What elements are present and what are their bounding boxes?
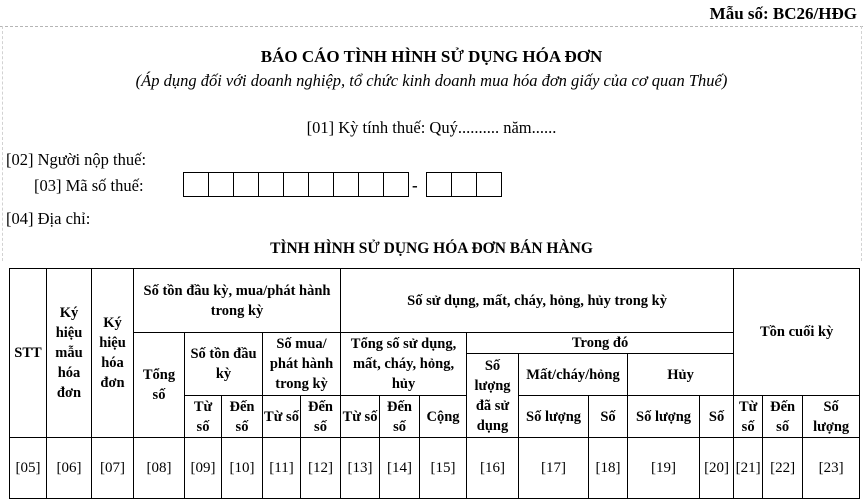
- col-cancelled-qty: Số lượng: [628, 396, 700, 438]
- tax-code-boxes[interactable]: [183, 172, 409, 197]
- col-closing-from: Từ số: [734, 396, 763, 438]
- col-opening-to: Đến số: [222, 396, 263, 438]
- tax-code-digit-box[interactable]: [333, 172, 358, 197]
- col-total-count: Tổng số: [134, 333, 185, 438]
- address-field[interactable]: [04] Địa chỉ:: [6, 209, 91, 228]
- column-code: [21]: [734, 438, 763, 499]
- col-used-to: Đến số: [380, 396, 420, 438]
- column-code: [13]: [341, 438, 380, 499]
- report-title: BÁO CÁO TÌNH HÌNH SỬ DỤNG HÓA ĐƠN: [260, 47, 603, 66]
- tax-code-digit-box[interactable]: [308, 172, 333, 197]
- column-code: [11]: [263, 438, 301, 499]
- column-code: [10]: [222, 438, 263, 499]
- form-code: Mẫu số: BC26/HĐG: [709, 4, 857, 23]
- tax-code-digit-box[interactable]: [383, 172, 409, 197]
- column-code: [19]: [628, 438, 700, 499]
- report-subtitle: (Áp dụng đối với doanh nghiệp, tổ chức kinh doanh mua hóa đơn giấy của cơ quan Thuế): [135, 71, 728, 90]
- tax-code-digit-box[interactable]: [426, 172, 451, 197]
- col-group-used: Số sử dụng, mất, cháy, hỏng, hủy trong kỳ: [341, 269, 734, 333]
- col-cancelled: Hủy: [628, 354, 734, 396]
- col-of-which: Trong đó: [467, 333, 734, 354]
- tax-code-branch-boxes[interactable]: [426, 172, 502, 197]
- column-code: [14]: [380, 438, 420, 499]
- col-cancelled-number: Số: [700, 396, 734, 438]
- col-lost-qty: Số lượng: [519, 396, 589, 438]
- col-purchased-from: Từ số: [263, 396, 301, 438]
- col-group-closing: Tồn cuối kỳ: [734, 269, 860, 396]
- column-code: [09]: [185, 438, 222, 499]
- tax-code-digit-box[interactable]: [233, 172, 258, 197]
- tax-code-digit-box[interactable]: [451, 172, 476, 197]
- tax-code-digit-box[interactable]: [283, 172, 308, 197]
- col-lost-number: Số: [589, 396, 628, 438]
- col-invoice-symbol: Ký hiệu hóa đơn: [92, 269, 134, 438]
- tax-code-digit-box[interactable]: [358, 172, 383, 197]
- invoice-usage-table: [9, 268, 860, 499]
- column-code: [23]: [803, 438, 860, 499]
- column-code: [05]: [10, 438, 47, 499]
- taxpayer-field[interactable]: [02] Người nộp thuế:: [6, 150, 147, 169]
- column-code-row: [10, 438, 860, 499]
- col-group-opening: Số tồn đầu kỳ, mua/phát hành trong kỳ: [134, 269, 341, 333]
- tax-code-digit-box[interactable]: [258, 172, 283, 197]
- col-purchased: Số mua/ phát hành trong kỳ: [263, 333, 341, 396]
- col-used-sum: Cộng: [420, 396, 467, 438]
- column-code: [18]: [589, 438, 628, 499]
- col-lost: Mất/cháy/hỏng: [519, 354, 628, 396]
- tax-code-digit-box[interactable]: [476, 172, 502, 197]
- tax-code-separator: -: [412, 176, 418, 195]
- column-code: [12]: [301, 438, 341, 499]
- col-stt: STT: [10, 269, 47, 438]
- col-closing-qty: Số lượng: [803, 396, 860, 438]
- tax-code-digit-box[interactable]: [208, 172, 233, 197]
- section-title: TÌNH HÌNH SỬ DỤNG HÓA ĐƠN BÁN HÀNG: [270, 240, 593, 257]
- col-purchased-to: Đến số: [301, 396, 341, 438]
- dashed-guide-line: [0, 26, 863, 27]
- tax-period-field[interactable]: [01] Kỳ tính thuế: Quý.......... năm......: [306, 118, 557, 137]
- column-code: [15]: [420, 438, 467, 499]
- column-code: [17]: [519, 438, 589, 499]
- col-opening-from: Từ số: [185, 396, 222, 438]
- col-used-qty: Số lượng đã sử dụng: [467, 354, 519, 438]
- col-total-used: Tổng số sử dụng, mất, cháy, hỏng, hủy: [341, 333, 467, 396]
- col-opening-balance: Số tồn đầu kỳ: [185, 333, 263, 396]
- tax-code-label: [03] Mã số thuế:: [34, 176, 144, 195]
- column-code: [16]: [467, 438, 519, 499]
- column-code: [08]: [134, 438, 185, 499]
- col-closing-to: Đến số: [763, 396, 803, 438]
- column-code: [20]: [700, 438, 734, 499]
- col-used-from: Từ số: [341, 396, 380, 438]
- column-code: [06]: [47, 438, 92, 499]
- col-form-symbol: Ký hiệu mẫu hóa đơn: [47, 269, 92, 438]
- tax-code-digit-box[interactable]: [183, 172, 208, 197]
- column-code: [22]: [763, 438, 803, 499]
- column-code: [07]: [92, 438, 134, 499]
